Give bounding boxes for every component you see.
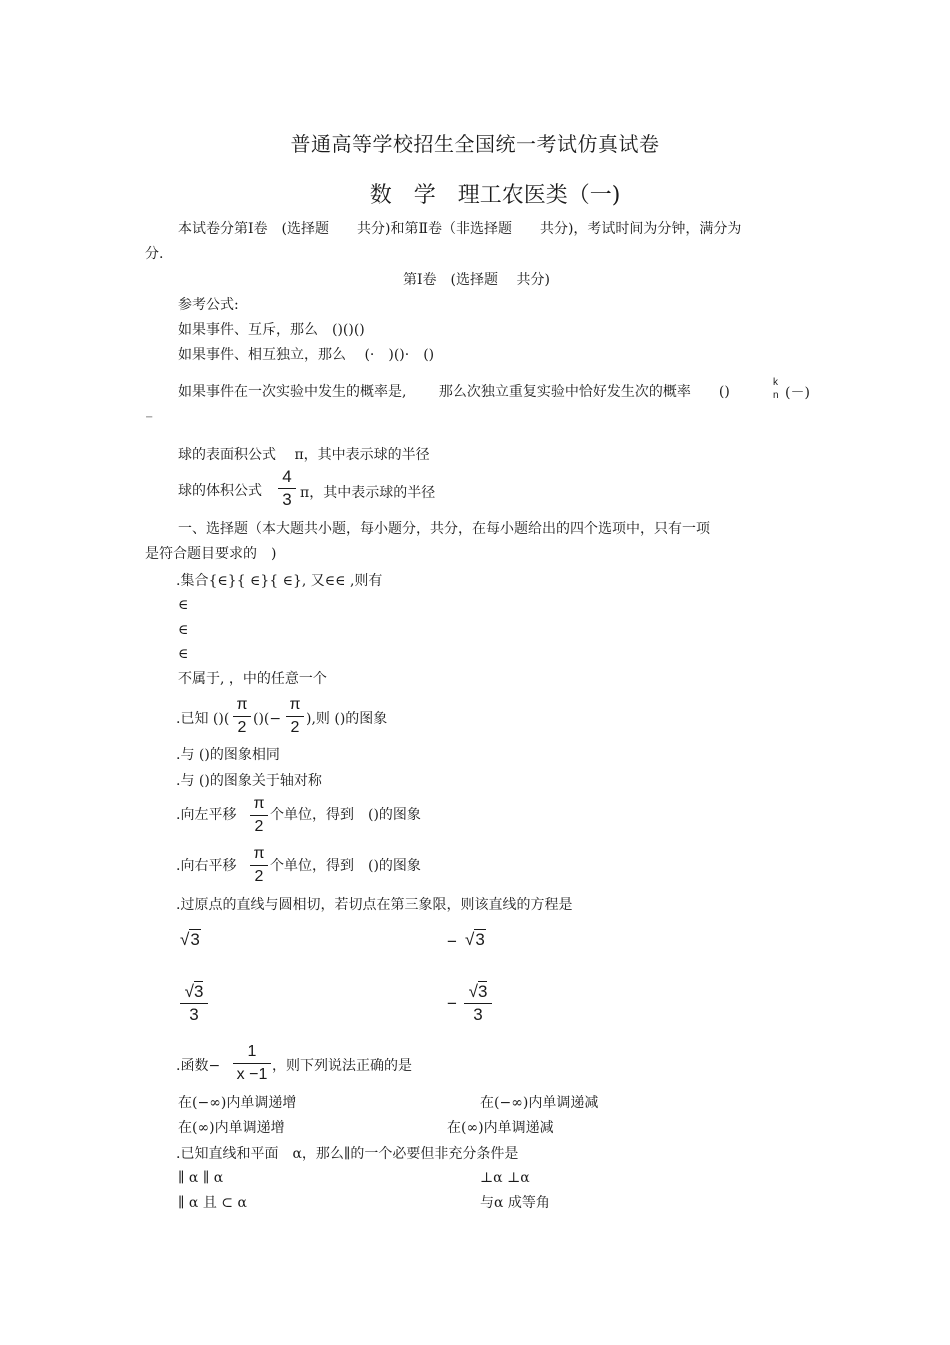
fraction-pi-over-2: π 2 <box>286 695 304 738</box>
fraction-pi-over-2: π 2 <box>250 794 268 837</box>
q4-option-b: 在(−∞)内单调递减 <box>480 1095 599 1111</box>
formula-sphere-area: 球的表面积公式 π，其中表示球的半径 <box>178 447 430 463</box>
section-heading-line-1: 一、选择题（本大题共小题，每小题分，共分，在每小题给出的四个选项中，只有一项 <box>178 521 710 537</box>
q2-stem-b: ()(− <box>253 711 282 727</box>
q2-option-b: .与 ()的图象关于轴对称 <box>176 773 322 789</box>
page-title: 普通高等学校招生全国统一考试仿真试卷 <box>290 132 660 156</box>
q1-option-b: ∈ <box>178 622 189 638</box>
formula-mutually-exclusive: 如果事件、互斥，那么 ()()() <box>178 322 365 338</box>
q2-option-d-post: 个单位，得到 ()的图象 <box>270 858 421 874</box>
fraction-pi-over-2: π 2 <box>233 695 251 738</box>
q2-option-c-pre: .向左平移 <box>176 807 237 823</box>
q1-option-a: ∈ <box>178 597 189 613</box>
formula-independent: 如果事件、相互独立，那么 (· )()· () <box>178 347 435 363</box>
q1-stem: .集合{∈}{ ∈}{ ∈}, 又∈∈ ,则有 <box>176 573 383 589</box>
formula-binomial-dash: − <box>145 412 154 423</box>
q3-option-b-minus: − <box>447 932 457 951</box>
formula-binomial-k: k <box>773 377 778 388</box>
formula-sphere-volume-tail: π，其中表示球的半径 <box>300 485 436 501</box>
q3-option-d-minus: − <box>447 994 457 1013</box>
q4-option-c: 在(∞)内单调递增 <box>178 1120 285 1136</box>
q2-stem-c: ),则 ()的图象 <box>306 711 388 727</box>
q3-option-d: √3 3 <box>464 982 492 1025</box>
formulas-label: 参考公式: <box>178 297 239 313</box>
q5-option-b: ⊥α ⊥α <box>480 1170 530 1186</box>
fraction-pi-over-2: π 2 <box>250 844 268 887</box>
q5-option-a: ∥ α ∥ α <box>178 1170 224 1186</box>
formula-binomial: 如果事件在一次实验中发生的概率是, 那么次独立重复实验中恰好发生次的概率 () <box>178 384 730 400</box>
q3-option-b: √3 <box>465 930 485 949</box>
section-heading-line-2: 是符合题目要求的 ) <box>145 546 277 562</box>
fraction-one-over-x-minus-1: 1 x −1 <box>233 1042 271 1085</box>
q1-option-d: 不属于, ，中的任意一个 <box>178 671 327 687</box>
q3-option-c: √3 3 <box>180 982 208 1025</box>
formula-binomial-n: n <box>773 390 779 401</box>
q2-option-c-post: 个单位，得到 ()的图象 <box>270 807 421 823</box>
page-subtitle: 数 学 理工农医类（一) <box>369 183 621 208</box>
q4-option-a: 在(−∞)内单调递增 <box>178 1095 297 1111</box>
formula-sphere-volume-label: 球的体积公式 <box>178 483 262 499</box>
part1-heading: 第Ⅰ卷 (选择题 共分) <box>403 272 550 288</box>
q4-option-d: 在(∞)内单调递减 <box>447 1120 554 1136</box>
q4-stem-pre: .函数− <box>176 1058 221 1074</box>
intro-line-2: 分. <box>145 246 164 262</box>
q1-option-c: ∈ <box>178 646 189 662</box>
formula-binomial-tail: (－) <box>785 385 810 401</box>
q5-option-c: ∥ α 且 ⊂ α <box>178 1195 247 1211</box>
intro-line-1: 本试卷分第Ⅰ卷 (选择题 共分)和第Ⅱ卷（非选择题 共分)，考试时间为分钟，满分为 <box>178 221 742 237</box>
fraction-four-thirds: 4 3 <box>278 467 296 510</box>
q2-stem-a: .已知 ()( <box>176 711 230 727</box>
q5-stem: .已知直线和平面 α，那么∥的一个必要但非充分条件是 <box>176 1146 519 1162</box>
q2-option-a: .与 ()的图象相同 <box>176 747 280 763</box>
q2-option-d-pre: .向右平移 <box>176 858 237 874</box>
q3-option-a: √3 <box>180 930 200 949</box>
q5-option-d: 与α 成等角 <box>480 1195 550 1211</box>
q3-stem: .过原点的直线与圆相切，若切点在第三象限，则该直线的方程是 <box>176 897 573 913</box>
q4-stem-post: ，则下列说法正确的是 <box>272 1058 412 1074</box>
